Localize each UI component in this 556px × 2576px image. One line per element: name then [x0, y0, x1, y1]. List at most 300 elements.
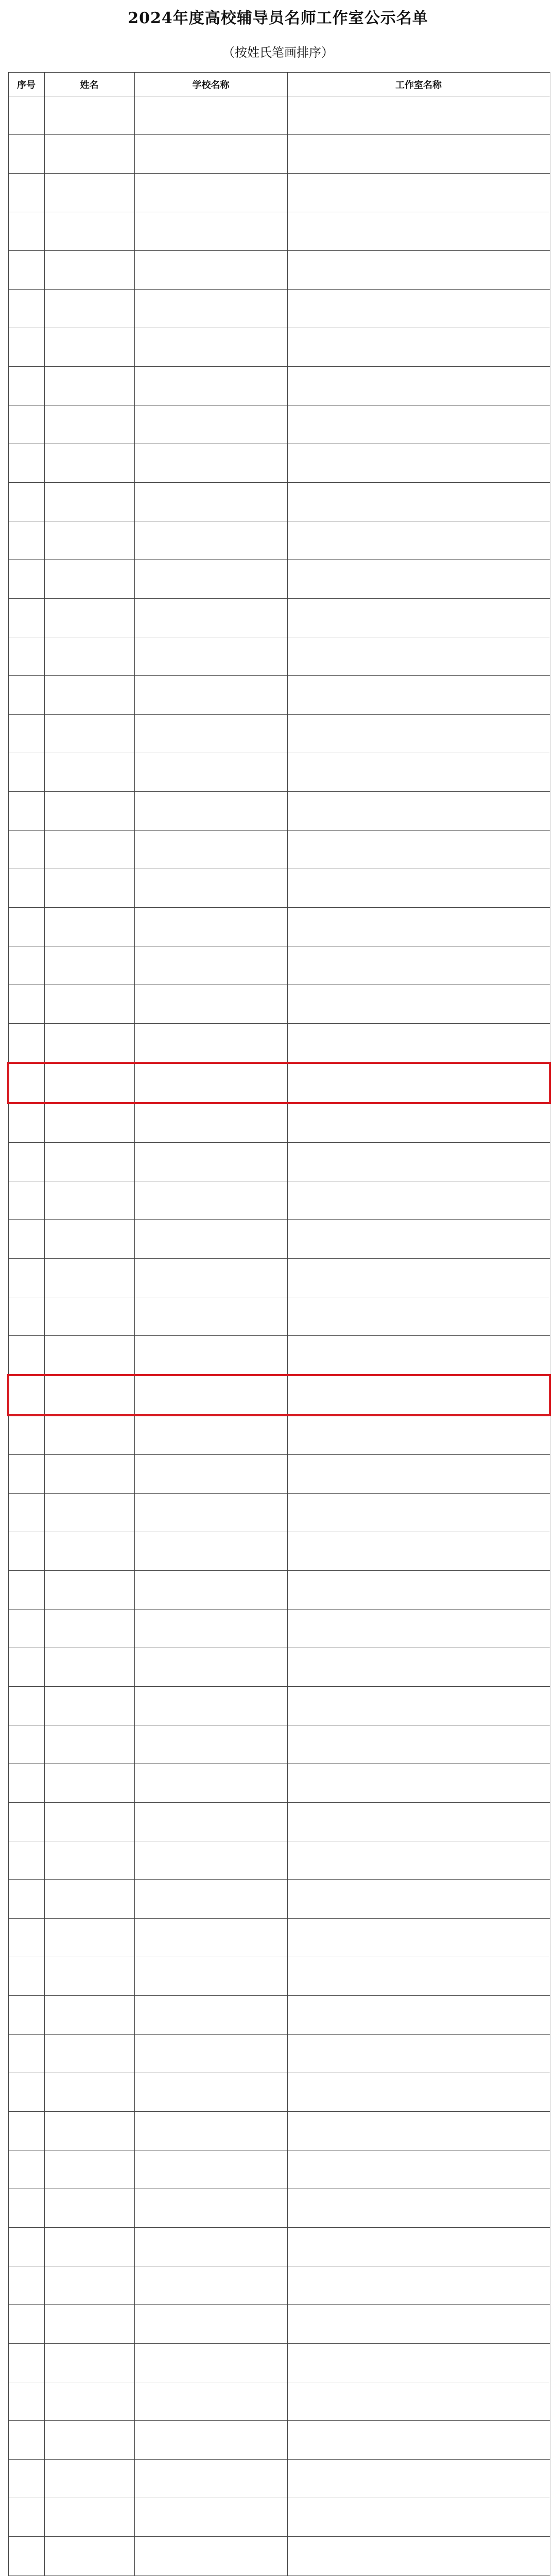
row-number	[8, 1181, 44, 1220]
row-school	[134, 1687, 287, 1725]
column-header-school: 学校名称	[134, 73, 287, 96]
row-number	[8, 2382, 44, 2421]
row-number	[8, 405, 44, 444]
row-studio	[287, 1725, 550, 1764]
table-row	[8, 2189, 550, 2228]
row-studio	[287, 1996, 550, 2035]
row-studio	[287, 2228, 550, 2266]
row-number	[8, 2035, 44, 2073]
row-number	[8, 135, 44, 174]
row-name	[44, 1571, 134, 1609]
row-number	[8, 792, 44, 831]
row-name	[44, 1259, 134, 1297]
row-number	[8, 1841, 44, 1880]
row-number	[8, 2537, 44, 2575]
row-name	[44, 908, 134, 946]
row-number	[8, 1996, 44, 2035]
row-number	[8, 2421, 44, 2460]
row-school	[134, 1996, 287, 2035]
row-name	[44, 174, 134, 212]
row-studio	[287, 135, 550, 174]
row-studio	[287, 1181, 550, 1220]
row-studio	[287, 1609, 550, 1648]
row-school	[134, 908, 287, 946]
row-name	[44, 637, 134, 676]
row-name	[44, 1841, 134, 1880]
row-studio	[287, 1103, 550, 1143]
row-number	[8, 1803, 44, 1841]
row-school	[134, 444, 287, 483]
row-school	[134, 676, 287, 715]
row-studio	[287, 2421, 550, 2460]
row-school	[134, 946, 287, 985]
table-row	[8, 1532, 550, 1571]
row-school	[134, 1297, 287, 1336]
row-number	[8, 715, 44, 753]
row-school	[134, 2035, 287, 2073]
row-number	[8, 1063, 44, 1103]
row-studio	[287, 1297, 550, 1336]
row-number	[8, 869, 44, 908]
row-name	[44, 1415, 134, 1455]
row-number	[8, 637, 44, 676]
row-number	[8, 367, 44, 405]
row-studio	[287, 174, 550, 212]
row-name	[44, 2344, 134, 2382]
row-number	[8, 831, 44, 869]
row-number	[8, 946, 44, 985]
row-studio	[287, 1455, 550, 1494]
table-body	[8, 96, 550, 2576]
row-school	[134, 2305, 287, 2344]
row-number	[8, 1957, 44, 1996]
table-row	[8, 405, 550, 444]
row-number	[8, 2344, 44, 2382]
row-school	[134, 1024, 287, 1063]
row-studio	[287, 444, 550, 483]
row-school	[134, 869, 287, 908]
row-name	[44, 2112, 134, 2150]
row-studio	[287, 1571, 550, 1609]
row-name	[44, 2266, 134, 2305]
row-school	[134, 1841, 287, 1880]
row-studio	[287, 946, 550, 985]
table-row	[8, 2073, 550, 2112]
row-school	[134, 483, 287, 521]
row-name	[44, 2150, 134, 2189]
row-number	[8, 1919, 44, 1957]
row-school	[134, 1957, 287, 1996]
row-studio	[287, 869, 550, 908]
row-studio	[287, 1957, 550, 1996]
row-name	[44, 1648, 134, 1687]
row-school	[134, 405, 287, 444]
row-number	[8, 483, 44, 521]
row-name	[44, 1024, 134, 1063]
row-name	[44, 444, 134, 483]
row-school	[134, 1764, 287, 1803]
row-name	[44, 1220, 134, 1259]
row-studio	[287, 560, 550, 599]
table-row	[8, 2266, 550, 2305]
row-school	[134, 2421, 287, 2460]
row-school	[134, 367, 287, 405]
table-row	[8, 1297, 550, 1336]
column-header-studio: 工作室名称	[287, 73, 550, 96]
row-school	[134, 135, 287, 174]
table-row	[8, 1648, 550, 1687]
row-number	[8, 1336, 44, 1376]
row-number	[8, 2228, 44, 2266]
row-name	[44, 2537, 134, 2575]
row-number	[8, 560, 44, 599]
row-studio	[287, 2382, 550, 2421]
row-studio	[287, 2498, 550, 2537]
table-row	[8, 1415, 550, 1455]
row-school	[134, 2382, 287, 2421]
row-number	[8, 985, 44, 1024]
column-header-no: 序号	[8, 73, 44, 96]
row-school	[134, 753, 287, 792]
table-row	[8, 290, 550, 328]
row-number	[8, 2305, 44, 2344]
row-school	[134, 2537, 287, 2575]
row-number	[8, 2073, 44, 2112]
row-name	[44, 1375, 134, 1415]
row-number	[8, 908, 44, 946]
row-name	[44, 212, 134, 251]
row-studio	[287, 985, 550, 1024]
row-number	[8, 2150, 44, 2189]
row-name	[44, 2035, 134, 2073]
row-studio	[287, 1841, 550, 1880]
row-number	[8, 676, 44, 715]
table-row	[8, 1143, 550, 1181]
table-row	[8, 521, 550, 560]
row-number	[8, 328, 44, 367]
row-number	[8, 1103, 44, 1143]
table-row	[8, 1181, 550, 1220]
row-school	[134, 2266, 287, 2305]
page-title: 2024年度高校辅导员名师工作室公示名单	[128, 9, 428, 27]
row-name	[44, 1063, 134, 1103]
row-name	[44, 2073, 134, 2112]
row-school	[134, 2150, 287, 2189]
row-number	[8, 290, 44, 328]
row-studio	[287, 1063, 550, 1103]
row-school	[134, 96, 287, 135]
row-name	[44, 676, 134, 715]
table-row-highlighted	[8, 1063, 550, 1103]
row-school	[134, 1415, 287, 1455]
row-school	[134, 2112, 287, 2150]
row-studio	[287, 1220, 550, 1259]
table-row	[8, 96, 550, 135]
row-name	[44, 328, 134, 367]
row-school	[134, 290, 287, 328]
row-name	[44, 869, 134, 908]
table-row	[8, 2382, 550, 2421]
row-name	[44, 1919, 134, 1957]
row-school	[134, 1571, 287, 1609]
row-studio	[287, 1687, 550, 1725]
table-row	[8, 985, 550, 1024]
table-row	[8, 946, 550, 985]
table-row	[8, 2112, 550, 2150]
row-school	[134, 985, 287, 1024]
row-studio	[287, 1336, 550, 1376]
row-studio	[287, 2266, 550, 2305]
row-school	[134, 1532, 287, 1571]
row-school	[134, 1919, 287, 1957]
row-name	[44, 1880, 134, 1919]
row-studio	[287, 405, 550, 444]
row-number	[8, 1880, 44, 1919]
row-number	[8, 1455, 44, 1494]
table-row-highlighted	[8, 1375, 550, 1415]
row-name	[44, 1687, 134, 1725]
row-school	[134, 1336, 287, 1376]
row-studio	[287, 328, 550, 367]
table-row	[8, 560, 550, 599]
row-number	[8, 2112, 44, 2150]
table-row	[8, 1841, 550, 1880]
row-studio	[287, 2150, 550, 2189]
row-studio	[287, 1919, 550, 1957]
column-header-name: 姓名	[44, 73, 134, 96]
row-studio	[287, 1803, 550, 1841]
row-school	[134, 715, 287, 753]
table-row	[8, 1571, 550, 1609]
row-number	[8, 1297, 44, 1336]
table-row	[8, 831, 550, 869]
row-name	[44, 1764, 134, 1803]
row-school	[134, 1181, 287, 1220]
row-name	[44, 1803, 134, 1841]
row-name	[44, 715, 134, 753]
row-name	[44, 792, 134, 831]
row-number	[8, 1571, 44, 1609]
row-name	[44, 753, 134, 792]
row-studio	[287, 290, 550, 328]
table-row	[8, 676, 550, 715]
row-number	[8, 1609, 44, 1648]
row-studio	[287, 2073, 550, 2112]
row-number	[8, 1725, 44, 1764]
row-number	[8, 2189, 44, 2228]
row-number	[8, 1143, 44, 1181]
row-name	[44, 1336, 134, 1376]
table-row	[8, 1259, 550, 1297]
row-studio	[287, 1143, 550, 1181]
row-school	[134, 2228, 287, 2266]
row-number	[8, 1532, 44, 1571]
row-name	[44, 2382, 134, 2421]
row-school	[134, 212, 287, 251]
row-number	[8, 2498, 44, 2537]
row-studio	[287, 2537, 550, 2575]
table-row	[8, 1880, 550, 1919]
row-number	[8, 96, 44, 135]
row-name	[44, 2498, 134, 2537]
row-name	[44, 1297, 134, 1336]
row-studio	[287, 1259, 550, 1297]
row-studio	[287, 2305, 550, 2344]
row-studio	[287, 2344, 550, 2382]
row-studio	[287, 676, 550, 715]
row-studio	[287, 2460, 550, 2498]
row-school	[134, 328, 287, 367]
row-name	[44, 367, 134, 405]
row-name	[44, 1455, 134, 1494]
row-school	[134, 792, 287, 831]
row-studio	[287, 715, 550, 753]
row-studio	[287, 2189, 550, 2228]
table-row	[8, 599, 550, 637]
row-number	[8, 1259, 44, 1297]
row-studio	[287, 483, 550, 521]
row-name	[44, 2189, 134, 2228]
row-school	[134, 1063, 287, 1103]
table-row	[8, 1919, 550, 1957]
table-row	[8, 1609, 550, 1648]
row-studio	[287, 367, 550, 405]
table-row	[8, 1957, 550, 1996]
row-school	[134, 2498, 287, 2537]
row-name	[44, 135, 134, 174]
row-number	[8, 1494, 44, 1532]
row-school	[134, 1648, 287, 1687]
row-school	[134, 1103, 287, 1143]
row-studio	[287, 753, 550, 792]
row-studio	[287, 96, 550, 135]
table-row	[8, 1024, 550, 1063]
table-row	[8, 1494, 550, 1532]
table-row	[8, 2537, 550, 2575]
row-name	[44, 1494, 134, 1532]
row-studio	[287, 1494, 550, 1532]
row-studio	[287, 1764, 550, 1803]
row-school	[134, 2073, 287, 2112]
row-name	[44, 1532, 134, 1571]
table-row	[8, 1725, 550, 1764]
table-row	[8, 1336, 550, 1376]
row-studio	[287, 1415, 550, 1455]
row-number	[8, 1375, 44, 1415]
table-row	[8, 908, 550, 946]
row-studio	[287, 2112, 550, 2150]
row-school	[134, 599, 287, 637]
row-number	[8, 521, 44, 560]
table-row	[8, 2228, 550, 2266]
row-school	[134, 1880, 287, 1919]
row-studio	[287, 521, 550, 560]
row-number	[8, 251, 44, 290]
table-row	[8, 174, 550, 212]
row-school	[134, 2189, 287, 2228]
row-name	[44, 2460, 134, 2498]
row-school	[134, 1455, 287, 1494]
page-subtitle: （按姓氏笔画排序）	[222, 45, 334, 60]
row-school	[134, 1220, 287, 1259]
row-number	[8, 1687, 44, 1725]
row-studio	[287, 792, 550, 831]
row-number	[8, 1648, 44, 1687]
table-row	[8, 2421, 550, 2460]
row-number	[8, 599, 44, 637]
row-school	[134, 1375, 287, 1415]
row-name	[44, 251, 134, 290]
row-number	[8, 212, 44, 251]
table-row	[8, 367, 550, 405]
row-studio	[287, 1532, 550, 1571]
row-school	[134, 2344, 287, 2382]
row-studio	[287, 831, 550, 869]
row-name	[44, 1143, 134, 1181]
row-name	[44, 985, 134, 1024]
table-row	[8, 2305, 550, 2344]
row-school	[134, 637, 287, 676]
row-studio	[287, 212, 550, 251]
row-name	[44, 2228, 134, 2266]
table-row	[8, 1220, 550, 1259]
row-name	[44, 831, 134, 869]
row-school	[134, 251, 287, 290]
row-name	[44, 560, 134, 599]
table-row	[8, 792, 550, 831]
row-school	[134, 174, 287, 212]
table-row	[8, 637, 550, 676]
table-row	[8, 444, 550, 483]
row-name	[44, 290, 134, 328]
table-row	[8, 2150, 550, 2189]
table-row	[8, 1803, 550, 1841]
row-name	[44, 1103, 134, 1143]
row-name	[44, 1181, 134, 1220]
row-name	[44, 1996, 134, 2035]
table-row	[8, 753, 550, 792]
row-school	[134, 1494, 287, 1532]
table-header-row	[8, 73, 550, 96]
table-row	[8, 2035, 550, 2073]
row-number	[8, 1415, 44, 1455]
row-name	[44, 2305, 134, 2344]
row-school	[134, 831, 287, 869]
row-school	[134, 1143, 287, 1181]
table-row	[8, 1687, 550, 1725]
row-number	[8, 444, 44, 483]
studio-roster-table	[7, 72, 551, 2576]
table-row	[8, 251, 550, 290]
row-number	[8, 1764, 44, 1803]
row-name	[44, 521, 134, 560]
row-studio	[287, 1375, 550, 1415]
row-number	[8, 2266, 44, 2305]
row-number	[8, 1220, 44, 1259]
row-name	[44, 2421, 134, 2460]
row-studio	[287, 599, 550, 637]
table-row	[8, 2498, 550, 2537]
row-school	[134, 1259, 287, 1297]
row-studio	[287, 637, 550, 676]
row-school	[134, 560, 287, 599]
row-school	[134, 2460, 287, 2498]
table-row	[8, 212, 550, 251]
row-studio	[287, 1648, 550, 1687]
row-school	[134, 1725, 287, 1764]
row-name	[44, 599, 134, 637]
table-row	[8, 1996, 550, 2035]
